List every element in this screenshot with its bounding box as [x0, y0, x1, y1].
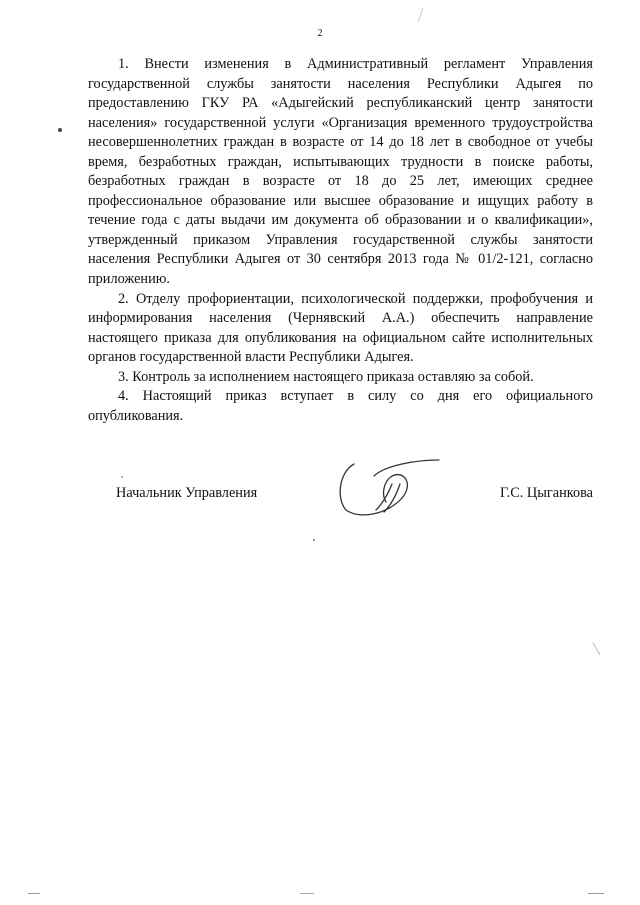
- scan-speck: [58, 128, 62, 132]
- signatory-name: Г.С. Цыганкова: [500, 485, 593, 501]
- paragraph-1: 1. Внести изменения в Административный регламент Управления государственной службы занятости населения Республики Адыгея по предоставлению ГКУ РА «Адыгейский республиканский центр занятости населения» государственной услуги «Организация временного трудоустройства несовершеннолетних граждан в возрасте от 14 до 18 лет в свободное от учебы время, безработных граждан, испытывающих трудности в поиске работы, безработных граждан в возрасте от 18 до 25 лет, имеющих среднее профессиональное образование или высшее образование и ищущих работу в течение года с даты выдачи им документа об образовании и о квалификации», утвержденный приказом Управления государственной службы занятости населения Республики Адыгея от 30 сентября 2013 года № 01/2-121, согласно приложению.: [88, 56, 593, 288]
- scan-speck: [588, 893, 604, 894]
- handwritten-signature: [334, 454, 444, 524]
- document-body: [88, 55, 593, 426]
- signatory-title: Начальник Управления: [116, 485, 258, 501]
- paragraph-3: 3. Контроль за исполнением настоящего приказа оставляю за собой.: [118, 368, 534, 385]
- page-number: 2: [317, 28, 323, 39]
- scan-speck: [593, 643, 601, 656]
- signature-stroke: [374, 460, 439, 512]
- paragraph-4: 4. Настоящий приказ вступает в силу со дня его официального опубликования.: [88, 388, 593, 424]
- paragraph-2: 2. Отделу профориентации, психологической поддержки, профобучения и информирования населения (Чернявский А.А.) обеспечить направление настоящего приказа для опубликования на официальном сайте исполнительных органов государственной власти Республики Адыгея.: [88, 290, 593, 366]
- scan-speck: [313, 539, 315, 541]
- scan-speck: [121, 476, 123, 478]
- scan-speck: [28, 893, 40, 894]
- scan-speck: [418, 8, 424, 21]
- scan-speck: [300, 893, 314, 894]
